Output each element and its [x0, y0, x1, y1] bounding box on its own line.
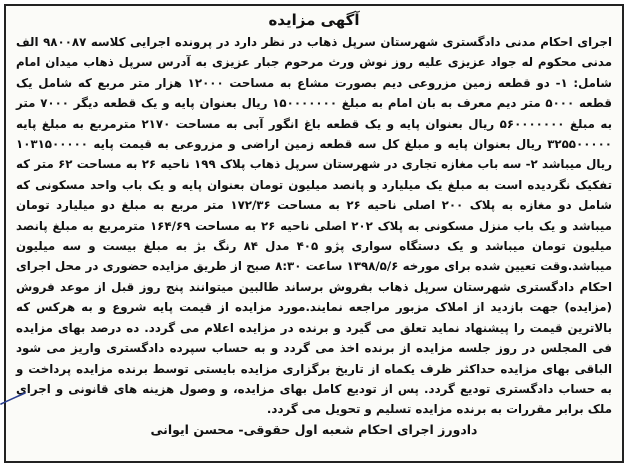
notice-body: اجرای احکام مدنی دادگستری شهرستان سرپل ذهاب در نظر دارد در پرونده اجرایی کلاسه ۹۸۰۰۸۷ الف مدنی محکوم له جواد عزیزی علیه روز نوش ورث مرحوم جبار عزیزی به آدرس سرپل ذهاب میدان امام شامل: ۱- دو قطعه زمین مزروعی دیم بصورت مشاع به مساحت ۱۲۰۰۰ هزار متر مربع که شامل یک قطعه ۵۰۰۰ متر دیم معرف به بان امام به مبلغ ۱۵۰۰۰۰۰۰۰ ریال بعنوان پایه و یک قطعه دیگر ۷۰۰۰ متر به مبلغ ۵۶۰۰۰۰۰۰۰ ریال بعنوان پایه و یک قطعه باغ انگور آبی به مساحت ۲۱۷۰ مترمربع به مبلغ پایه ۳۲۵۵۰۰۰۰۰ ریال بعنوان پایه و مبلغ کل سه قطعه زمین اراضی و مزروعی به قیمت پایه ۱۰۳۱۵۰۰۰۰۰ ریال میباشد ۲- سه باب مغازه تجاری در شهرستان سرپل ذهاب پلاک ۱۹۹ ناحیه ۲۶ به مساحت ۶۲ متر که تفکیک نگردیده است به مبلغ یک میلیارد و پانصد میلیون تومان بعنوان پایه و یک باب واحد مسکونی که شامل دو مغازه به پلاک ۲۰۰ اصلی ناحیه ۲۶ به مساحت ۱۷۲/۳۶ متر مربع به مبلغ دو میلیارد تومان میباشد و یک باب منزل مسکونی به پلاک ۲۰۲ اصلی ناحیه ۲۶ به مساحت ۱۶۴/۶۹ مترمربع به مبلغ پانصد میلیون تومان میباشد و یک دستگاه سواری پژو ۴۰۵ مدل ۸۴ رنگ بژ به مبلغ بیست و سه میلیون میباشد.وقت تعیین شده برای مورخه ۱۳۹۸/۵/۶ ساعت ۸:۳۰ صبح از طریق مزایده حضوری در محل اجرای احکام دادگستری شهرستان سرپل ذهاب بفروش برساند طالبین میتوانند پنج روز قبل از موعد فروش (مزایده) جهت بازدید از املاک مزبور مراجعه نمایند.مورد مزایده از قیمت پایه شروع و به هرکس که بالاترین قیمت را پیشنهاد نماید تعلق می گیرد و برنده در مزایده اعلام می گردد. ده درصد بهای مزایده فی المجلس در روز جلسه مزایده از برنده اخذ می گردد و به حساب سپرده دادگستری واریز می شود الباقی بهای مزایده حداکثر ظرف یکماه از تاریخ برگزاری مزایده بایستی توسط برنده مزایده پرداخت و به حساب دادگستری تودیع گردد. پس از تودیع کامل بهای مزایده، و وصول هزینه های قانونی و اجرای ملک برابر مقررات به برنده مزایده تسلیم و تحویل می گردد.	[16, 35, 612, 417]
notice-title: آگهی مزایده	[268, 11, 360, 29]
auction-notice	[4, 4, 624, 463]
notice-signature: دادورز اجرای احکام شعبه اول حقوقی- محسن ایوانی	[150, 421, 478, 437]
pen-stroke-mark	[0, 392, 26, 406]
